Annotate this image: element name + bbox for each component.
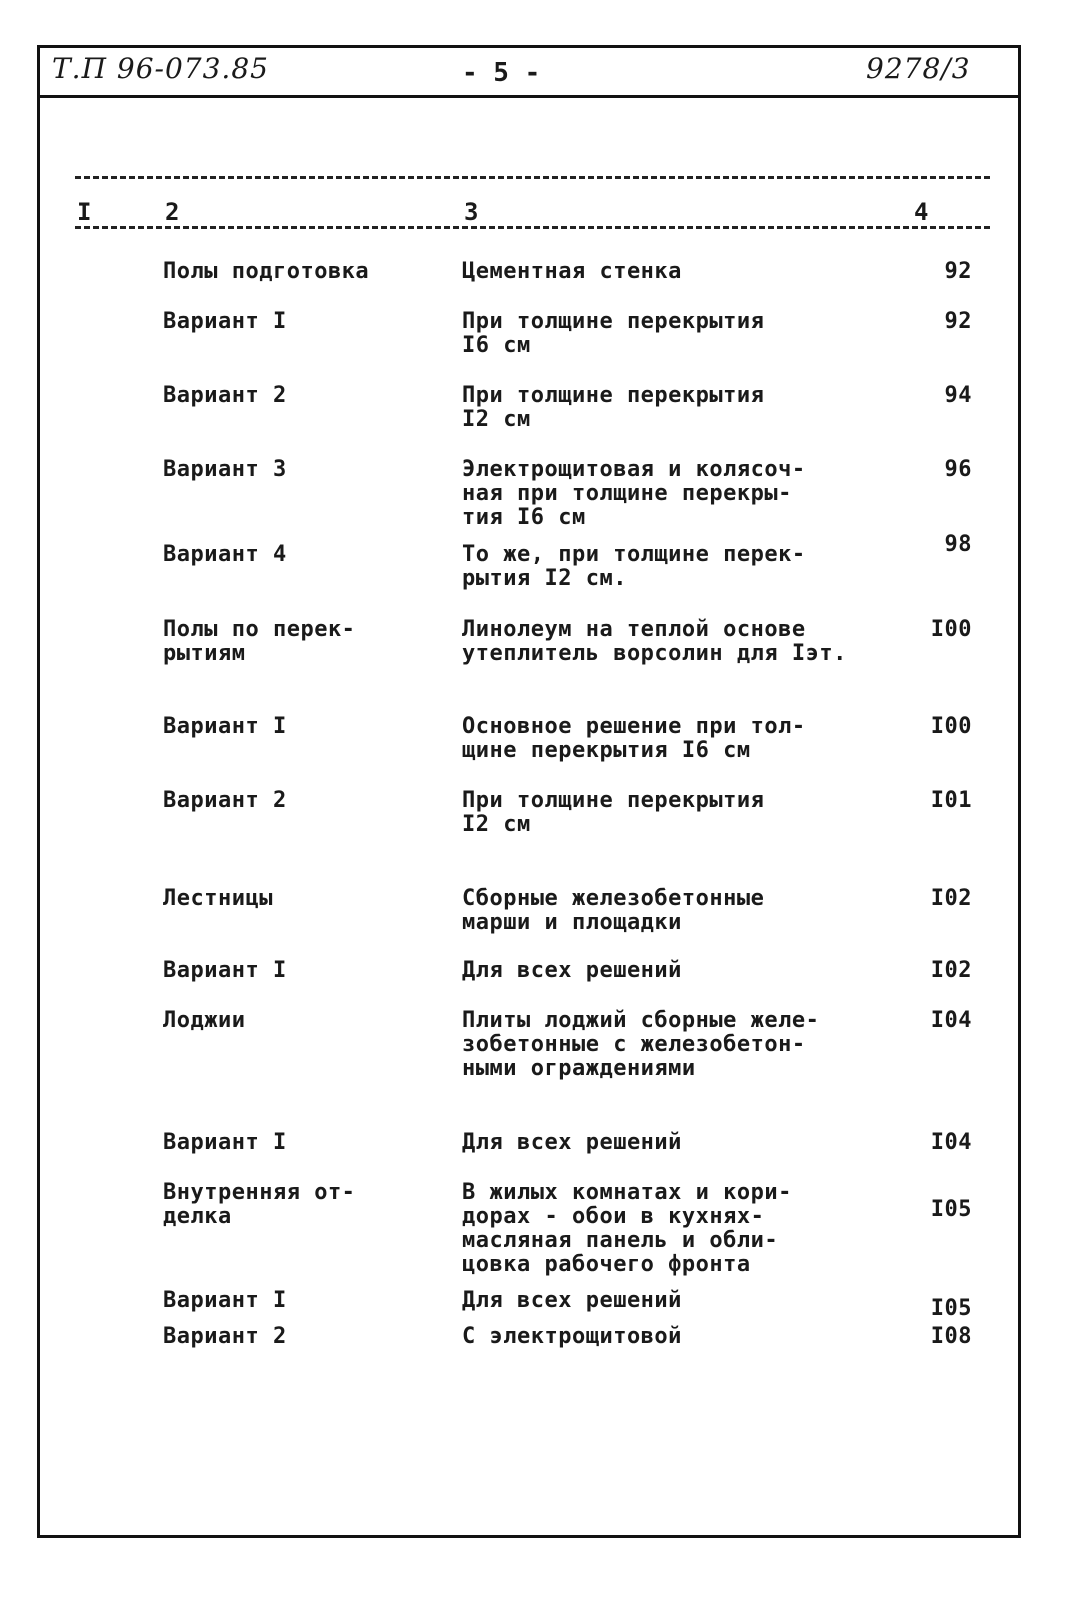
row-page: I01	[930, 788, 972, 813]
row-name: Вариант I	[163, 958, 287, 983]
row-page: 94	[944, 383, 972, 408]
row-name: Внутренняя от- делка	[163, 1180, 356, 1229]
row-page: 98	[944, 532, 972, 557]
row-page: 96	[944, 457, 972, 482]
row-page: I05	[930, 1197, 972, 1222]
doc-code: Т.П 96-073.85	[52, 52, 269, 85]
row-page: I00	[930, 617, 972, 642]
column-header-rule	[75, 226, 990, 229]
column-header-4: 4	[914, 198, 929, 226]
row-name: Вариант 2	[163, 788, 287, 813]
row-description: Линолеум на теплой основе утеплитель ворсолин для Iэт.	[462, 617, 847, 666]
row-page: I04	[930, 1130, 972, 1155]
row-page: I04	[930, 1008, 972, 1033]
row-page: I08	[930, 1324, 972, 1349]
row-name: Вариант 2	[163, 1324, 287, 1349]
row-name: Вариант I	[163, 1288, 287, 1313]
column-header-3: 3	[464, 198, 479, 226]
row-page: I05	[930, 1296, 972, 1321]
row-description: При толщине перекрытия I6 см	[462, 309, 765, 358]
page-number: - 5 -	[462, 58, 541, 88]
row-name: Вариант 2	[163, 383, 287, 408]
row-name: Вариант I	[163, 1130, 287, 1155]
row-description: Плиты лоджий сборные желе- зобетонные с железобетон- ными ограждениями	[462, 1008, 820, 1081]
row-name: Вариант I	[163, 714, 287, 739]
row-name: Полы подготовка	[163, 259, 370, 284]
row-name: Вариант 3	[163, 457, 287, 482]
row-description: Для всех решений	[462, 958, 682, 983]
row-description: Сборные железобетонные марши и площадки	[462, 886, 765, 935]
row-description: То же, при толщине перек- рытия I2 см.	[462, 542, 806, 591]
table-top-rule	[75, 176, 990, 179]
row-name: Полы по перек- рытиям	[163, 617, 356, 666]
row-description: Основное решение при тол- щине перекрытия I6 см	[462, 714, 806, 763]
row-description: При толщине перекрытия I2 см	[462, 383, 765, 432]
row-page: I02	[930, 958, 972, 983]
row-description: Электрощитовая и колясоч- ная при толщине перекры- тия I6 см	[462, 457, 806, 530]
row-page: 92	[944, 259, 972, 284]
row-description: Цементная стенка	[462, 259, 682, 284]
column-header-2: 2	[165, 198, 180, 226]
row-description: При толщине перекрытия I2 см	[462, 788, 765, 837]
row-name: Лоджии	[163, 1008, 246, 1033]
row-description: С электрощитовой	[462, 1324, 682, 1349]
header-divider	[37, 95, 1018, 98]
row-page: I00	[930, 714, 972, 739]
row-page: 92	[944, 309, 972, 334]
row-name: Лестницы	[163, 886, 273, 911]
row-name: Вариант 4	[163, 542, 287, 567]
row-description: Для всех решений	[462, 1288, 682, 1313]
row-name: Вариант I	[163, 309, 287, 334]
sheet-number: 9278/3	[866, 52, 971, 85]
row-description: Для всех решений	[462, 1130, 682, 1155]
row-description: В жилых комнатах и кори- дорах - обои в кухнях- масляная панель и обли- цовка рабочего фронта	[462, 1180, 792, 1277]
column-header-1: I	[77, 198, 92, 226]
row-page: I02	[930, 886, 972, 911]
